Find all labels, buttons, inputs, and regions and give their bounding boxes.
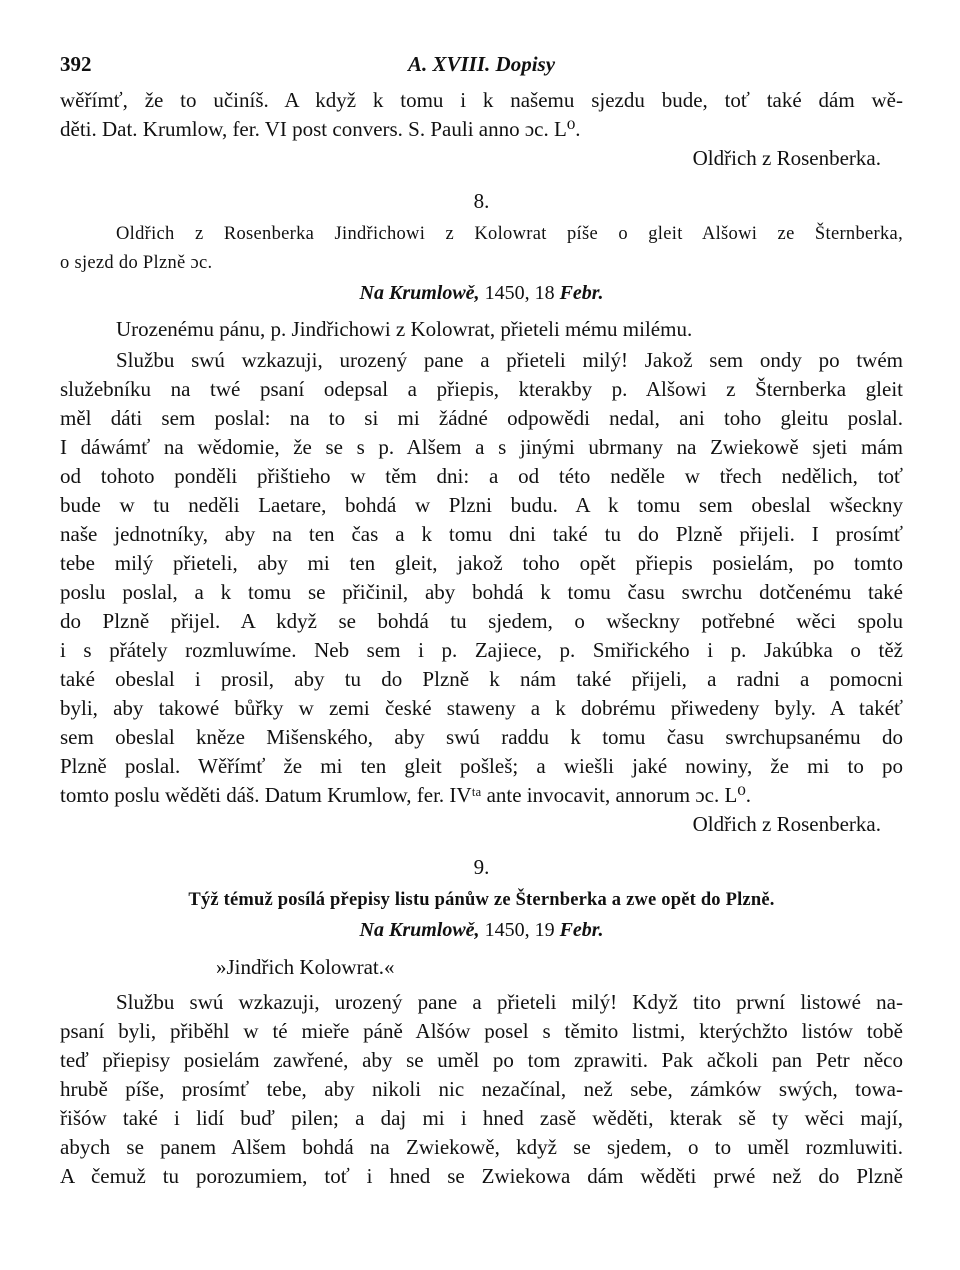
running-head: A. XVIII. Dopisy bbox=[407, 52, 556, 76]
addressee: »Jindřich Kolowrat.« bbox=[216, 955, 395, 979]
text-line: psaní byli, přiběhl w té mieře páně Alšów posel s těmito listmi, kterýchžto listów tobě bbox=[60, 1019, 903, 1043]
text-line: měl dáti sem poslal: na to si mi žádné odpowědi nedal, ani toho gleitu poslal. bbox=[60, 406, 903, 430]
text-line: sem obeslal kněze Mišenského, aby swú raddu k tomu času swrchupsanému do bbox=[60, 725, 903, 749]
document-number: 9. bbox=[473, 855, 490, 879]
text-line: do Plzně přijel. A když se bohdá tu sjedem, o wšeckny potřebné wěci spolu bbox=[60, 609, 903, 633]
text-line: od tohoto ponděli přištieho w těm dni: a od této neděle w třech nedělich, toť bbox=[60, 464, 903, 488]
text-line: i s přátely rozmluwíme. Neb sem i p. Zajiece, p. Smiřického i p. Jakúbka o těž bbox=[60, 638, 903, 662]
text-line: bude w tu neděli Laetare, bohdá w Plzni budu. A k tomu sem obeslal wšeckny bbox=[60, 493, 903, 517]
text-line: tebe milý přieteli, aby mi ten gleit, jakož toho opět přiepis posielám, po tomto bbox=[60, 551, 903, 575]
text-line: wěřímť, že to učiníš. A když k tomu i k našemu sjezdu bude, toť také dám wě- bbox=[60, 88, 903, 112]
date-month: Febr. bbox=[559, 282, 604, 304]
text-line: A čemuž tu porozumiem, toť i hned se Zwiekowa dám wěděti prwé než do Plzně bbox=[60, 1164, 903, 1188]
previous-letter-ending bbox=[60, 86, 903, 173]
text-line: také obeslal i prosil, aby tu do Plzně k nám také přijeli, a radni a pomocni bbox=[60, 667, 903, 691]
date-line bbox=[60, 915, 903, 946]
signature: Oldřich z Rosenberka. bbox=[692, 812, 881, 836]
book-page bbox=[60, 52, 903, 1191]
date-place: Na Krumlowě, bbox=[359, 282, 480, 304]
page-number: 392 bbox=[60, 52, 92, 76]
text-line: poslu poslal, a k tomu se přičinil, aby bohdá k tomu času swrchu dotčenému také bbox=[60, 580, 903, 604]
signature: Oldřich z Rosenberka. bbox=[692, 146, 881, 170]
text-line: naše jednotníky, aby na ten čas a k tomu dni také tu do Plzně přijeli. I prosímť bbox=[60, 522, 903, 546]
text-line: teď přiepisy posielám zawřené, aby se uměl po tom zprawiti. Pak ačkoli pan Petr něco bbox=[60, 1048, 903, 1072]
letter-body bbox=[60, 346, 903, 810]
date-line bbox=[60, 278, 903, 309]
text-line: řišów také i lidí buď pilen; a daj mi i hned zasě wěděti, kterak sě ty wěci mají, bbox=[60, 1106, 903, 1130]
text-line: Službu swú wzkazuji, urozený pane a přieteli milý! Když tito prwní listowé na- bbox=[116, 990, 903, 1014]
date-year-day: 1450, 18 bbox=[484, 282, 555, 304]
salutation: Urozenému pánu, p. Jindřichowi z Kolowrat, přieteli mému milému. bbox=[116, 317, 693, 341]
text-line: abych se panem Alšem bohdá na Zwiekowě, když se sjedem, o to uměl rozmluwiti. bbox=[60, 1135, 903, 1159]
text-line: Službu swú wzkazuji, urozený pane a přieteli milý! Jakož sem ondy po twém bbox=[116, 348, 903, 372]
letter-body bbox=[60, 988, 903, 1191]
text-line: byli, aby takowé bůřky w zemi české staweny a k dobrému přiwedeny byly. A takéť bbox=[60, 696, 903, 720]
text-line: I dáwámť na wědomie, že se s p. Alšem a s jinými ubrmany na Zwiekowě sjeti mám bbox=[60, 435, 903, 459]
text-line: Plzně poslal. Wěřímť že mi ten gleit pošleš; a wiešli jaké nowiny, že mi to po bbox=[60, 754, 903, 778]
text-line: děti. Dat. Krumlow, fer. VI post convers. S. Pauli anno ɔc. L⁰. bbox=[60, 117, 581, 141]
text-line: hrubě píše, prosímť tebe, aby nikoli nic nezačínal, než sebe, zámków swých, towa- bbox=[60, 1077, 903, 1101]
date-month: Febr. bbox=[559, 919, 604, 941]
text-line: služebníku na twé psaní odepsal a přiepis, kterakby p. Alšowi z Šternberka gleit bbox=[60, 377, 903, 401]
date-place: Na Krumlowě, bbox=[359, 919, 480, 941]
regest-line: o sjezd do Plzně ɔc. bbox=[60, 253, 213, 273]
regest bbox=[60, 220, 903, 278]
page-header bbox=[60, 52, 903, 86]
date-year-day: 1450, 19 bbox=[484, 919, 555, 941]
letter-8 bbox=[60, 187, 903, 839]
letter-9 bbox=[60, 853, 903, 1191]
regest: Týž témuž posílá přepisy listu pánůw ze Šternberka a zwe opět do Plzně. bbox=[188, 890, 775, 910]
document-number: 8. bbox=[473, 189, 490, 213]
text-line: tomto poslu wěděti dáš. Datum Krumlow, fer. IVᵗᵃ ante invocavit, annorum ɔc. L⁰. bbox=[60, 783, 751, 807]
regest-line: Oldřich z Rosenberka Jindřichowi z Kolowrat píše o gleit Alšowi ze Šternberka, bbox=[116, 224, 903, 244]
